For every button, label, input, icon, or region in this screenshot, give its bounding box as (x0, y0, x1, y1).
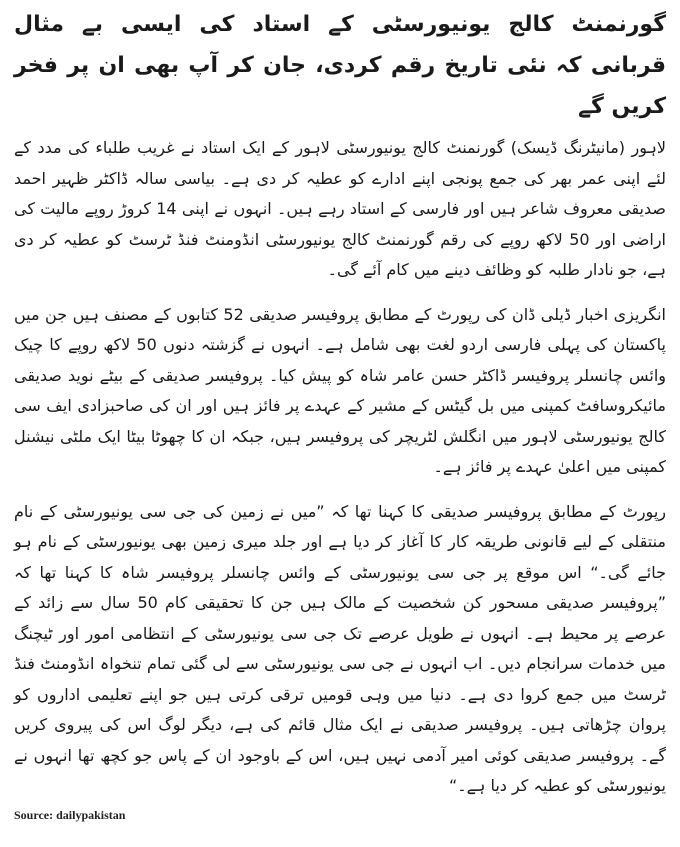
source-credit: Source: dailypakistan (14, 808, 126, 822)
article-paragraph-2: انگریزی اخبار ڈیلی ڈان کی رپورٹ کے مطابق پروفیسر صدیقی 52 کتابوں کے مصنف ہیں جن میں پاکستان کی پہلی فارسی اردو لغت بھی شامل ہے۔ انہوں نے گزشتہ دنوں 50 لاکھ روپے کا چیک وائس چانسلر پروفیسر ڈاکٹر حسن عامر شاہ کو پیش کیا۔ پروفیسر صدیقی کے بیٹے نوید صدیقی مائیکروسافٹ کمپنی میں بل گیٹس کے مشیر کے عہدے پر فائز ہیں اور ان کی صاحبزادی ایف سی کالج یونیورسٹی لاہور میں انگلش لٹریچر کی پروفیسر ہیں، جبکہ ان کا چھوٹا بیٹا ایک ملٹی نیشنل کمپنی میں اعلیٰ عہدے پر فائز ہے۔ (14, 304, 666, 476)
article-paragraph-3: رپورٹ کے مطابق پروفیسر صدیقی کا کہنا تھا کہ ”میں نے زمین کی جی سی یونیورسٹی کے نام منتقلی کے لیے قانونی طریقہ کار کا آغاز کر دیا ہے اور جلد میری زمین بھی یونیورسٹی کے نام ہو جائے گی۔“ اس موقع پر جی سی یونیورسٹی کے وائس چانسلر پروفیسر شاہ کا کہنا تھا کہ ”پروفیسر صدیقی مسحور کن شخصیت کے مالک ہیں جن کا تحقیقی کام 50 سال سے زائد کے عرصے پر محیط ہے۔ انہوں نے طویل عرصے تک جی سی یونیورسٹی کے انتظامی امور اور ٹیچنگ میں خدمات سرانجام دیں۔ اب انہوں نے جی سی یونیورسٹی سے لی گئی تمام تنخواہ انڈومنٹ فنڈ ٹرسٹ میں جمع کروا دی ہے۔ دنیا میں وہی قومیں ترقی کرتی ہیں جو اپنے تعلیمی اداروں کو پروان چڑھاتی ہیں۔ پروفیسر صدیقی نے ایک مثال قائم کی ہے، دیگر لوگ اس کی پیروی کریں گے۔ پروفیسر صدیقی کوئی امیر آدمی نہیں ہیں، اس کے باوجود ان کے پاس جو کچھ تھا انہوں نے یونیورسٹی کو عطیہ کر دیا ہے۔“ (14, 501, 666, 795)
article-headline: گورنمنٹ کالج یونیورسٹی کے استاد کی ایسی بے مثال قربانی کہ نئی تاریخ رقم کردی، جان کر آپ بھی ان پر فخر کریں گے (14, 12, 666, 119)
article-paragraph-1: لاہور (مانیٹرنگ ڈیسک) گورنمنٹ کالج یونیورسٹی لاہور کے ایک استاد نے غریب طلباء کی مدد کے لئے اپنی عمر بھر کی جمع پونجی اپنے ادارے کو عطیہ کر دی ہے۔ بیاسی سالہ ڈاکٹر ظہیر احمد صدیقی معروف شاعر ہیں اور فارسی کے استاد رہے ہیں۔ انہوں نے اپنی 14 کروڑ روپے مالیت کی اراضی اور 50 لاکھ روپے کی رقم گورنمنٹ کالج یونیورسٹی انڈومنٹ فنڈ ٹرسٹ کو عطیہ کر دی ہے، جو نادار طلبہ کو وظائف دینے میں کام آئے گی۔ (14, 138, 666, 279)
